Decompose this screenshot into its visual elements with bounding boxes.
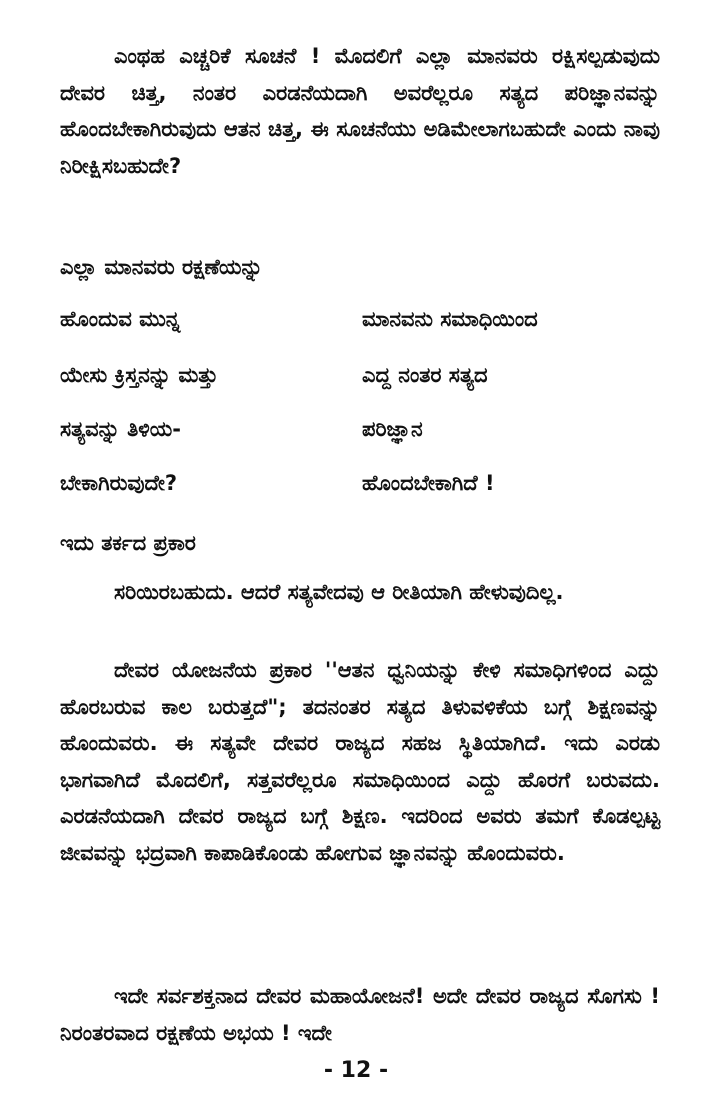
comparison-row: [60, 360, 660, 390]
comparison-row: [60, 304, 660, 334]
comparison-row: [60, 468, 660, 498]
comparison-right: ಮಾನವನು ಸಮಾಧಿಯಿಂದ: [362, 307, 538, 331]
logic-line: ಇದು ತರ್ಕದ ಪ್ರಕಾರ: [60, 531, 196, 555]
comparison-left: ಸತ್ಯವನ್ನು ತಿಳಿಯ-: [60, 417, 181, 441]
paragraph-scripture: ಸರಿಯಿರಬಹುದು. ಆದರೆ ಸತ್ಯವೇದವು ಆ ರೀತಿಯಾಗಿ ಹೇಳುವುದಿಲ್ಲ.: [114, 580, 564, 604]
comparison-right: ಪರಿಜ್ಞಾನ: [362, 417, 423, 441]
comparison-left: ಯೇಸು ಕ್ರಿಸ್ತನನ್ನು ಮತ್ತು: [60, 363, 218, 387]
comparison-left: ಬೇಕಾಗಿರುವುದೇ?: [60, 471, 178, 495]
paragraph-warning: ಎಂಥಹ ಎಚ್ಚರಿಕೆ ಸೂಚನೆ ! ಮೊದಲಿಗೆ ಎಲ್ಲಾ ಮಾನವರು ರಕ್ಷಿಸಲ್ಪಡುವುದು ದೇವರ ಚಿತ್ತ, ನಂತರ ಎರಡನೆಯದಾಗಿ ಅವರೆಲ್ಲರೂ ಸತ್ಯದ ಪರಿಜ್ಞಾನವನ್ನು ಹೊಂದಬೇಕಾಗಿರುವುದು ಆತನ ಚಿತ್ತ, ಈ ಸೂಚನೆಯು ಅಡಿಮೇಲಾಗಬಹುದೇ ಎಂದು ನಾವು ನಿರೀಕ್ಷಿಸಬಹುದೇ?: [60, 44, 660, 178]
paragraph-great-plan: ಇದೇ ಸರ್ವಶಕ್ತನಾದ ದೇವರ ಮಹಾಯೋಜನೆ! ಅದೇ ದೇವರ ರಾಜ್ಯದ ಸೊಗಸು ! ನಿರಂತರವಾದ ರಕ್ಷಣೆಯ ಅಭಯ ! ಇದೇ: [60, 984, 660, 1045]
paragraph-gods-plan: ದೇವರ ಯೋಜನೆಯ ಪ್ರಕಾರ ''ಆತನ ಧ್ವನಿಯನ್ನು ಕೇಳಿ ಸಮಾಧಿಗಳಿಂದ ಎದ್ದು ಹೊರಬರುವ ಕಾಲ ಬರುತ್ತದೆ"; ತದನಂತರ ಸತ್ಯದ ತಿಳುವಳಿಕೆಯ ಬಗ್ಗೆ ಶಿಕ್ಷಣವನ್ನು ಹೊಂದುವರು. ಈ ಸತ್ಯವೇ ದೇವರ ರಾಜ್ಯದ ಸಹಜ ಸ್ಥಿತಿಯಾಗಿದೆ. ಇದು ಎರಡು ಭಾಗವಾಗಿದೆ ಮೊದಲಿಗೆ, ಸತ್ತವರೆಲ್ಲರೂ ಸಮಾಧಿಯಿಂದ ಎದ್ದು ಹೊರಗೆ ಬರುವದು. ಎರಡನೆಯದಾಗಿ ದೇವರ ರಾಜ್ಯದ ಬಗ್ಗೆ ಶಿಕ್ಷಣ. ಇದರಿಂದ ಅವರು ತಮಗೆ ಕೊಡಲ್ಪಟ್ಟ ಜೀವವನ್ನು ಭದ್ರವಾಗಿ ಕಾಪಾಡಿಕೊಂಡು ಹೋಗುವ ಜ್ಞಾನವನ್ನು ಹೊಂದುವರು.: [60, 658, 660, 865]
comparison-right: ಎದ್ದ ನಂತರ ಸತ್ಯದ: [362, 363, 488, 387]
heading-line: ಎಲ್ಲಾ ಮಾನವರು ರಕ್ಷಣೆಯನ್ನು: [60, 255, 263, 279]
comparison-left: ಹೊಂದುವ ಮುನ್ನ: [60, 307, 181, 331]
page-number: - 12 -: [323, 1058, 389, 1083]
comparison-row: [60, 414, 660, 444]
comparison-right: ಹೊಂದಬೇಕಾಗಿದೆ !: [362, 471, 495, 495]
